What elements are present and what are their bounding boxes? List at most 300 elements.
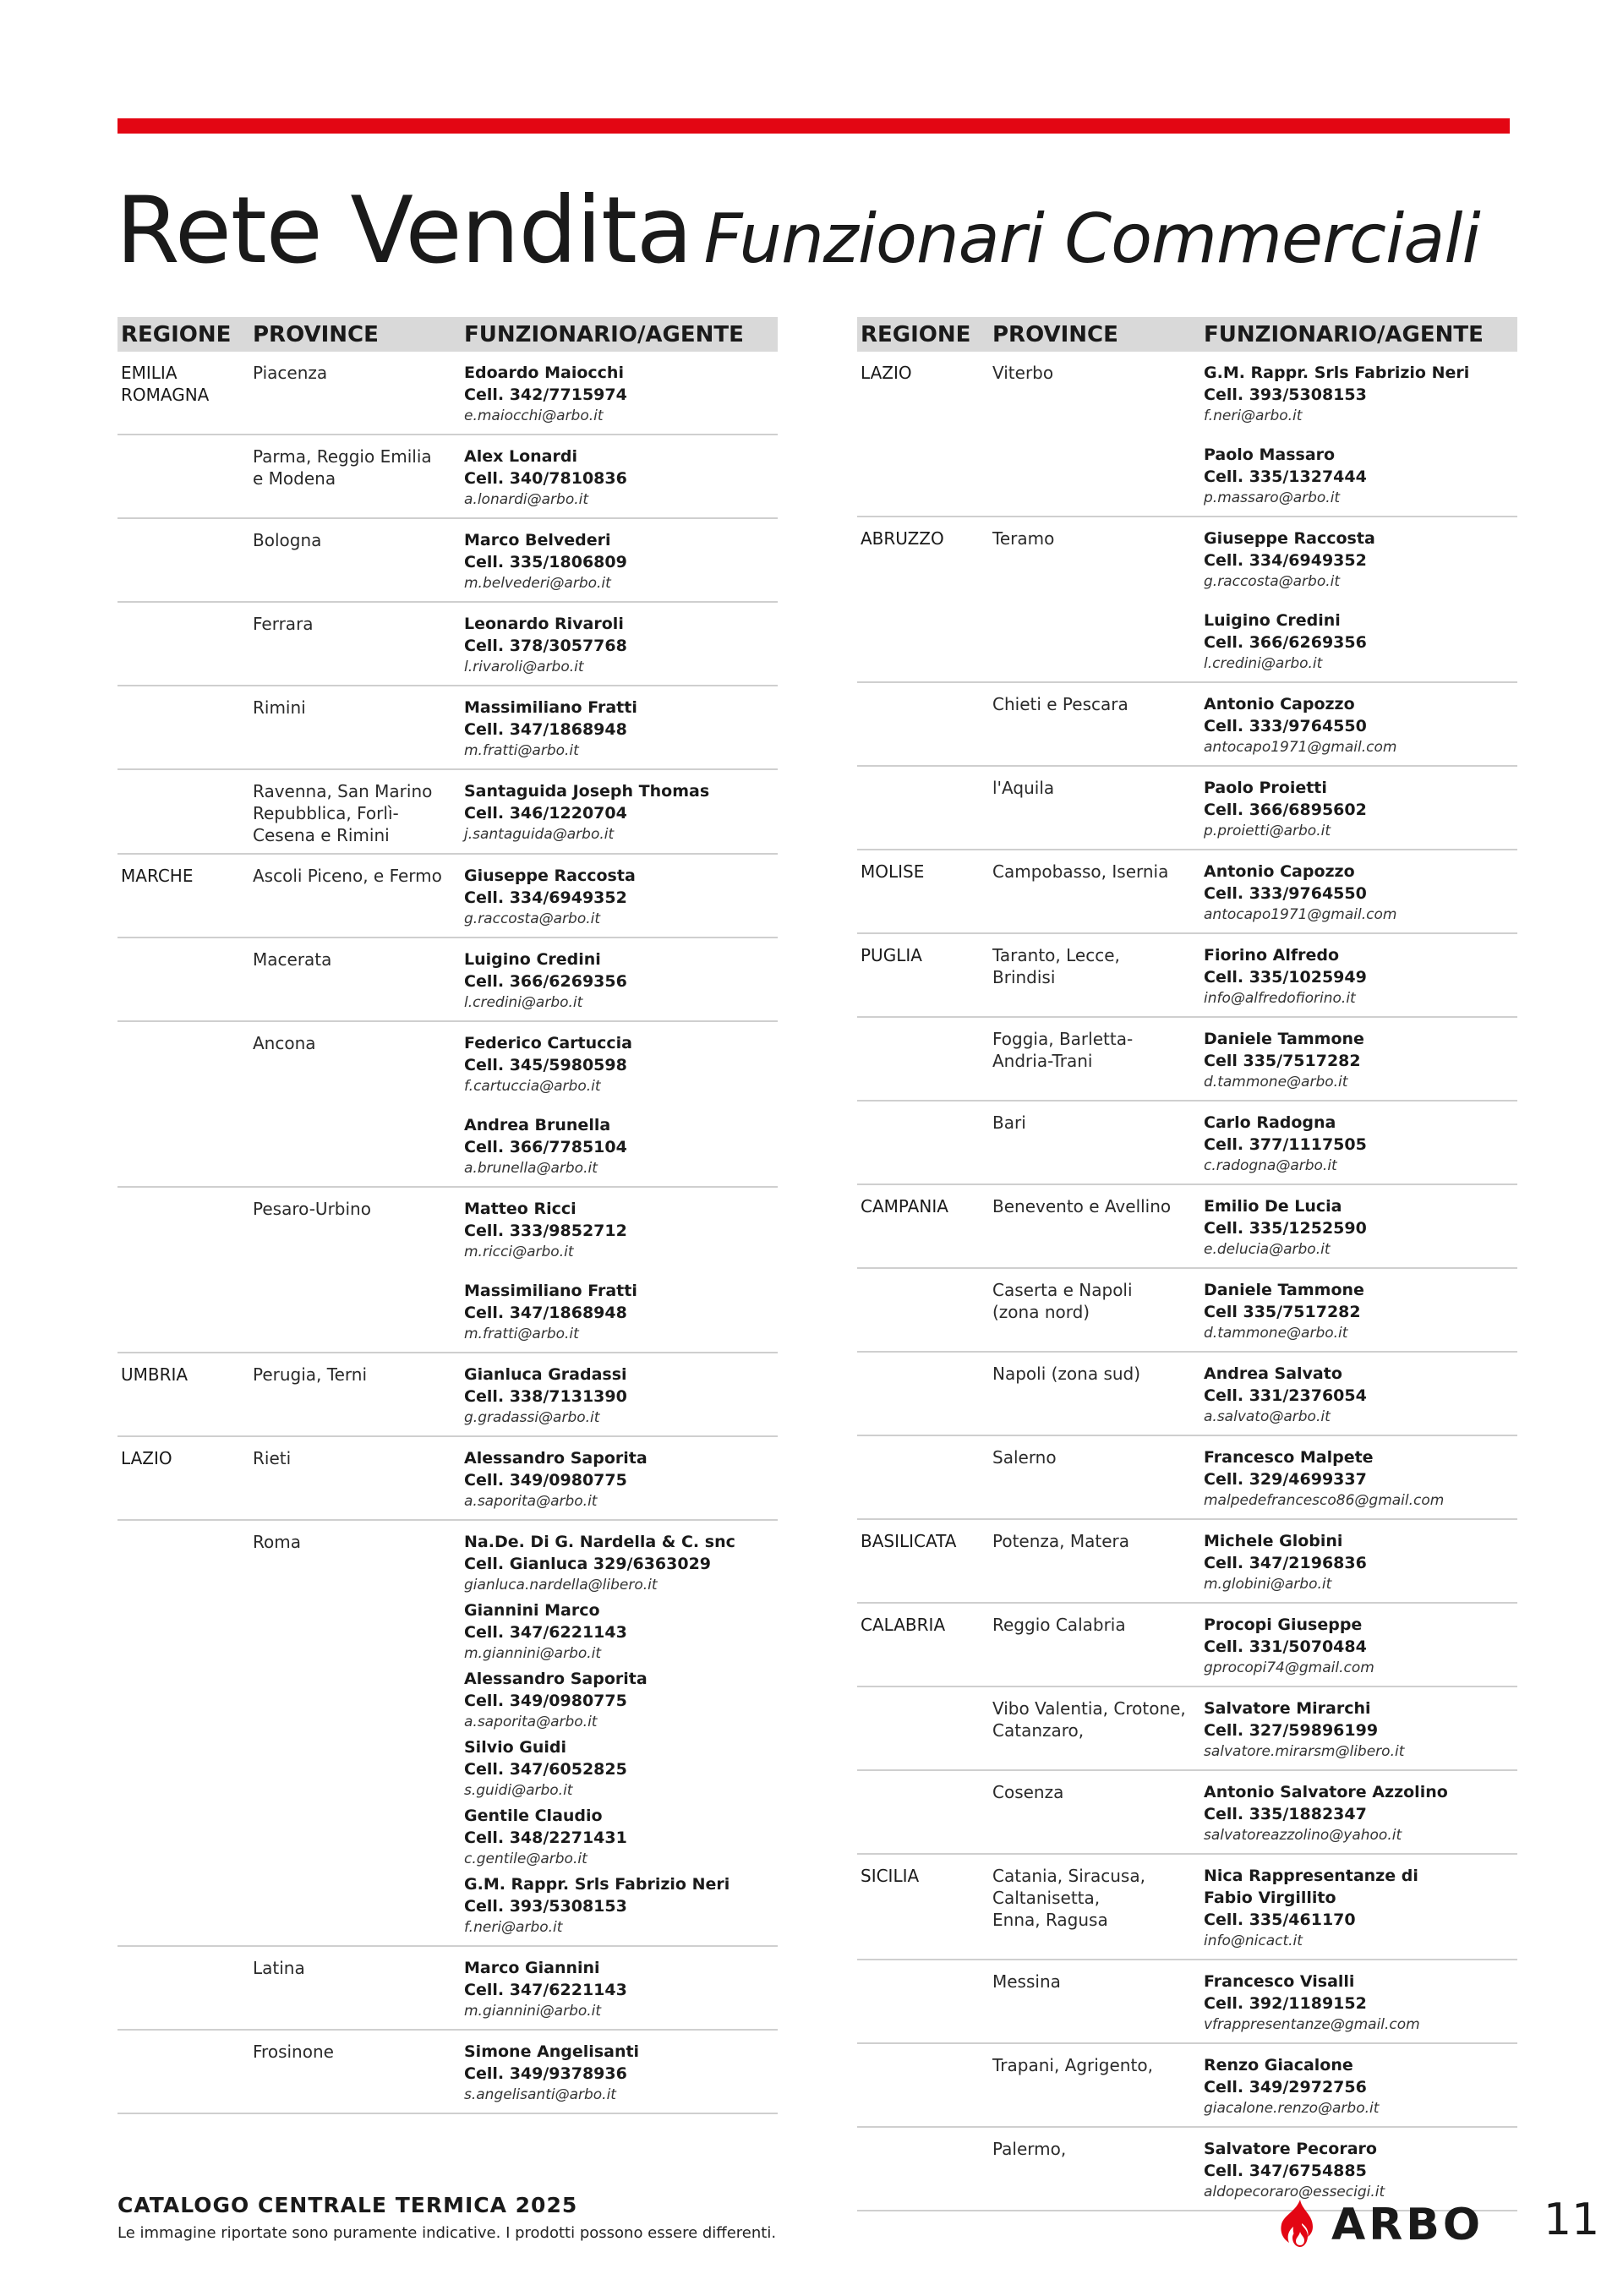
agent-entry <box>464 446 778 511</box>
agent-list <box>464 948 778 1014</box>
agent-phone: Cell. 333/9852712 <box>464 1222 627 1240</box>
agent-list <box>464 1447 778 1512</box>
table-row <box>117 352 778 434</box>
agent-email[interactable]: m.giannini@arbo.it <box>464 1645 602 1662</box>
agent-phone: Cell. 333/9764550 <box>1204 884 1367 903</box>
agent-email[interactable]: p.massaro@arbo.it <box>1204 489 1341 506</box>
agent-phone: Cell. 392/1189152 <box>1204 1994 1367 2013</box>
agent-list <box>1204 861 1517 926</box>
region-name: MARCHE <box>121 866 194 886</box>
agent-email[interactable]: info@alfredofiorino.it <box>1204 990 1356 1007</box>
agent-email[interactable]: m.globini@arbo.it <box>1204 1576 1332 1593</box>
agent-name: Procopi Giuseppe <box>1204 1615 1363 1634</box>
agent-entry <box>464 865 778 930</box>
agent-name: Alessandro Saporita <box>464 1670 648 1688</box>
agent-list <box>464 529 778 594</box>
province-name: Benevento e Avellino <box>992 1196 1172 1216</box>
agent-phone: Cell. 348/2271431 <box>464 1829 627 1847</box>
agent-entry <box>464 1668 778 1733</box>
agent-email[interactable]: salvatore.mirarsm@libero.it <box>1204 1743 1405 1760</box>
agent-entry <box>464 1447 778 1512</box>
region-name: CAMPANIA <box>861 1196 948 1216</box>
agent-name: Antonio Capozzo <box>1204 695 1355 713</box>
agent-email[interactable]: f.neri@arbo.it <box>1204 407 1303 424</box>
agent-name: Giannini Marco <box>464 1601 600 1620</box>
agent-name: Alex Lonardi <box>464 447 577 466</box>
agent-phone: Cell. 342/7715974 <box>464 385 627 404</box>
region-name: PUGLIA <box>861 945 922 965</box>
province-name: Messina <box>992 1971 1061 1992</box>
agent-phone: Cell. 347/6221143 <box>464 1981 627 1999</box>
agent-phone: Cell. 377/1117505 <box>1204 1135 1367 1154</box>
province-name: Vibo Valentia, Crotone, Catanzaro, <box>992 1698 1186 1741</box>
province-name: Teramo <box>992 528 1055 549</box>
agent-entry <box>464 780 778 845</box>
table-row <box>857 850 1517 932</box>
page-number: 11 <box>1544 2195 1600 2245</box>
agent-email[interactable]: a.saporita@arbo.it <box>464 1493 598 1510</box>
province-name: Bologna <box>253 530 322 550</box>
table-row <box>857 1016 1517 1100</box>
table-row <box>117 937 778 1020</box>
agent-name: Emilio De Lucia <box>1204 1197 1342 1216</box>
agent-entry <box>1204 1028 1517 1093</box>
catalog-title: CATALOGO CENTRALE TERMICA 2025 <box>117 2193 578 2217</box>
region-group <box>857 352 1517 517</box>
agent-email[interactable]: a.brunella@arbo.it <box>464 1160 598 1177</box>
agent-phone: Cell. 366/7785104 <box>464 1138 627 1156</box>
agent-list <box>1204 362 1517 509</box>
title-main: Rete Vendita <box>116 177 692 284</box>
agent-list <box>1204 1279 1517 1344</box>
agent-phone: Cell. Gianluca 329/6363029 <box>464 1555 712 1573</box>
agent-list <box>464 780 778 846</box>
agent-phone: Cell. 347/6221143 <box>464 1623 627 1642</box>
agent-phone: Cell. 347/6052825 <box>464 1760 627 1779</box>
agent-email[interactable]: a.saporita@arbo.it <box>464 1714 598 1730</box>
agent-name: Na.De. Di G. Nardella & C. snc <box>464 1533 735 1551</box>
agent-phone: Cell. 349/2972756 <box>1204 2078 1367 2096</box>
agent-name: G.M. Rappr. Srls Fabrizio Neri <box>1204 364 1470 382</box>
province-name: Foggia, Barletta- Andria-Trani <box>992 1029 1134 1071</box>
agent-phone: Cell. 333/9764550 <box>1204 717 1367 735</box>
agent-name: Carlo Radogna <box>1204 1113 1336 1132</box>
agent-email[interactable]: aldopecoraro@essecigi.it <box>1204 2184 1385 2200</box>
agent-phone: Cell. 393/5308153 <box>1204 385 1367 404</box>
agent-list <box>1204 1446 1517 1512</box>
province-name: Perugia, Terni <box>253 1364 367 1385</box>
title-sub: Funzionari Commerciali <box>703 200 1480 278</box>
agent-list <box>1204 2138 1517 2203</box>
agent-entry <box>464 1599 778 1665</box>
agent-list <box>1204 777 1517 842</box>
province-name: Chieti e Pescara <box>992 694 1128 714</box>
table-row <box>117 434 778 517</box>
agent-phone: Cell. 346/1220704 <box>464 804 627 823</box>
province-name: Reggio Calabria <box>992 1615 1126 1635</box>
table-row <box>117 855 778 937</box>
header-agente: FUNZIONARIO/AGENTE <box>464 322 744 347</box>
agent-name: Antonio Salvatore Azzolino <box>1204 1783 1448 1801</box>
agent-list <box>1204 1697 1517 1763</box>
table-body <box>857 352 1517 2211</box>
agent-name: Luigino Credini <box>464 950 601 969</box>
agent-entry <box>1204 362 1517 427</box>
agent-entry <box>1204 944 1517 1009</box>
table-row <box>857 1855 1517 1959</box>
agent-entry <box>464 1873 778 1938</box>
agent-entry <box>1204 1446 1517 1512</box>
agent-entry <box>1204 777 1517 842</box>
province-name: Ferrara <box>253 614 314 634</box>
table-row <box>117 1945 778 2029</box>
agent-list <box>1204 2054 1517 2119</box>
table-row <box>117 1353 778 1435</box>
agent-list <box>464 1032 778 1179</box>
agent-phone: Cell 335/7517282 <box>1204 1303 1361 1321</box>
table-row <box>857 1185 1517 1267</box>
agent-phone: Cell 335/7517282 <box>1204 1052 1361 1070</box>
agent-email[interactable]: g.raccosta@arbo.it <box>1204 573 1341 590</box>
agent-phone: Cell. 347/6754885 <box>1204 2162 1367 2180</box>
region-name: EMILIA ROMAGNA <box>121 363 210 405</box>
province-name: Campobasso, Isernia <box>992 861 1169 882</box>
agent-entry <box>1204 1865 1517 1952</box>
agent-phone: Cell. 335/1252590 <box>1204 1219 1367 1238</box>
agent-entry <box>1204 1781 1517 1846</box>
agent-name: Daniele Tammone <box>1204 1281 1364 1299</box>
province-name: Napoli (zona sud) <box>992 1364 1141 1384</box>
agent-phone: Cell. 340/7810836 <box>464 469 627 488</box>
agent-name: Gentile Claudio <box>464 1807 603 1825</box>
agent-email[interactable]: f.cartuccia@arbo.it <box>464 1078 601 1095</box>
agent-phone: Cell. 329/4699337 <box>1204 1470 1367 1489</box>
agent-email[interactable]: f.neri@arbo.it <box>464 1919 563 1936</box>
table-row <box>117 685 778 768</box>
agent-entry <box>464 1198 778 1263</box>
agent-email[interactable]: c.radogna@arbo.it <box>1204 1157 1337 1174</box>
agent-name: Daniele Tammone <box>1204 1030 1364 1048</box>
agent-email[interactable]: m.ricci@arbo.it <box>464 1244 574 1260</box>
agent-name: Salvatore Pecoraro <box>1204 2140 1377 2158</box>
agent-phone: Cell. 347/1868948 <box>464 1304 627 1322</box>
agent-list <box>464 697 778 762</box>
province-name: Rieti <box>253 1448 292 1468</box>
agent-name: Giuseppe Raccosta <box>1204 529 1375 548</box>
region-group <box>857 517 1517 850</box>
agent-list <box>1204 528 1517 675</box>
region-name: MOLISE <box>861 861 925 882</box>
agent-list <box>1204 1028 1517 1093</box>
province-name: Ravenna, San Marino Repubblica, Forlì- Cesena e Rimini <box>253 781 433 845</box>
agent-name: Leonardo Rivaroli <box>464 615 624 633</box>
brand-name: ARBO <box>1331 2200 1484 2250</box>
agent-email[interactable]: antocapo1971@gmail.com <box>1204 739 1397 756</box>
agent-entry <box>1204 2054 1517 2119</box>
agent-entry <box>464 1032 778 1097</box>
table-row <box>857 1267 1517 1351</box>
region-group <box>857 850 1517 934</box>
agent-phone: Cell. 345/5980598 <box>464 1056 627 1074</box>
agent-phone: Cell. 334/6949352 <box>464 888 627 907</box>
agent-list <box>464 613 778 678</box>
agent-entry <box>1204 1971 1517 2036</box>
agent-email[interactable]: vfrappresentanze@gmail.com <box>1204 2016 1420 2033</box>
agent-entry <box>464 1280 778 1345</box>
agent-phone: Cell. 366/6269356 <box>1204 633 1367 652</box>
region-name: SICILIA <box>861 1866 920 1886</box>
agent-phone: Cell. 347/1868948 <box>464 720 627 739</box>
province-name: Ascoli Piceno, e Fermo <box>253 866 442 886</box>
agent-email[interactable]: l.rivaroli@arbo.it <box>464 659 584 675</box>
table-row <box>857 517 1517 681</box>
agent-phone: Cell. 335/1025949 <box>1204 968 1367 987</box>
header-regione: REGIONE <box>121 322 232 347</box>
agent-name: Francesco Malpete <box>1204 1448 1374 1467</box>
agent-name: Andrea Salvato <box>1204 1364 1342 1383</box>
province-name: Roma <box>253 1532 301 1552</box>
agent-entry <box>1204 1530 1517 1595</box>
region-name: LAZIO <box>121 1448 172 1468</box>
table-header <box>857 317 1517 352</box>
disclaimer-note: Le immagine riportate sono puramente indicative. I prodotti possono essere differenti. <box>117 2224 777 2242</box>
agent-phone: Cell. 335/461170 <box>1204 1911 1356 1929</box>
region-group <box>117 1437 778 2114</box>
agent-name: Marco Belvederi <box>464 531 611 549</box>
table-row <box>117 768 778 853</box>
agent-entry <box>1204 1112 1517 1177</box>
table-row <box>857 681 1517 765</box>
province-name: Pesaro-Urbino <box>253 1199 371 1219</box>
agent-phone: Cell. 331/2376054 <box>1204 1386 1367 1405</box>
agent-entry <box>464 613 778 678</box>
region-name: BASILICATA <box>861 1531 957 1551</box>
agent-entry <box>464 697 778 762</box>
agent-phone: Cell. 331/5070484 <box>1204 1637 1367 1656</box>
table-row <box>857 1959 1517 2042</box>
agent-email[interactable]: giacalone.renzo@arbo.it <box>1204 2100 1380 2117</box>
agent-email[interactable]: info@nicact.it <box>1204 1932 1303 1949</box>
region-name: CALABRIA <box>861 1615 946 1635</box>
agent-email[interactable]: m.belvederi@arbo.it <box>464 575 611 592</box>
agent-list <box>1204 1865 1517 1952</box>
agent-name: G.M. Rappr. Srls Fabrizio Neri <box>464 1875 730 1894</box>
agent-name: Michele Globini <box>1204 1532 1343 1550</box>
table-row <box>857 1435 1517 1518</box>
province-name: Piacenza <box>253 363 328 383</box>
agent-phone: Cell. 338/7131390 <box>464 1387 627 1406</box>
agent-list <box>1204 1530 1517 1595</box>
table-row <box>117 517 778 601</box>
agent-email[interactable]: d.tammone@arbo.it <box>1204 1325 1348 1342</box>
agent-phone: Cell. 335/1327444 <box>1204 467 1367 486</box>
agent-entry <box>464 948 778 1014</box>
table-row <box>117 1519 778 1945</box>
agent-email[interactable]: g.gradassi@arbo.it <box>464 1409 600 1426</box>
agent-email[interactable]: antocapo1971@gmail.com <box>1204 906 1397 923</box>
agent-name: Alessandro Saporita <box>464 1449 648 1468</box>
agent-phone: Cell. 366/6895602 <box>1204 801 1367 819</box>
page-title <box>116 177 1480 284</box>
agent-phone: Cell. 378/3057768 <box>464 637 627 655</box>
agent-email[interactable]: s.angelisanti@arbo.it <box>464 2086 616 2103</box>
agent-email[interactable]: p.proietti@arbo.it <box>1204 823 1331 839</box>
agent-entry <box>1204 528 1517 593</box>
agent-email[interactable]: m.giannini@arbo.it <box>464 2003 602 2020</box>
region-name: LAZIO <box>861 363 912 383</box>
province-name: Viterbo <box>992 363 1054 383</box>
agent-name: Nica Rappresentanze di Fabio Virgillito <box>1204 1867 1418 1907</box>
province-name: l'Aquila <box>992 778 1055 798</box>
header-regione: REGIONE <box>861 322 971 347</box>
agent-entry <box>464 2041 778 2106</box>
agent-entry <box>1204 1614 1517 1679</box>
table-row <box>117 1020 778 1186</box>
agent-email[interactable]: j.santaguida@arbo.it <box>464 826 615 843</box>
region-group <box>857 934 1517 1185</box>
agent-email[interactable]: m.fratti@arbo.it <box>464 1326 579 1342</box>
table-row <box>857 1769 1517 1853</box>
table-row <box>857 934 1517 1016</box>
agent-list <box>464 2041 778 2106</box>
province-name: Latina <box>253 1958 305 1978</box>
province-name: Salerno <box>992 1447 1057 1468</box>
province-name: Parma, Reggio Emilia e Modena <box>253 446 432 489</box>
agent-entry <box>464 362 778 427</box>
arbo-logo <box>1276 2198 1495 2252</box>
agent-name: Antonio Capozzo <box>1204 862 1355 881</box>
agent-entry <box>464 1957 778 2022</box>
table-header <box>117 317 778 352</box>
region-name: ABRUZZO <box>861 528 944 549</box>
table-row <box>857 765 1517 849</box>
agent-name: Massimiliano Fratti <box>464 1282 637 1300</box>
agent-list <box>464 865 778 930</box>
agent-phone: Cell. 335/1882347 <box>1204 1805 1367 1823</box>
agent-name: Paolo Proietti <box>1204 779 1327 797</box>
agent-list <box>1204 1363 1517 1428</box>
agent-name: Paolo Massaro <box>1204 446 1336 464</box>
agent-entry <box>1204 444 1517 509</box>
sales-table-right <box>857 317 1517 2211</box>
agent-name: Gianluca Gradassi <box>464 1365 627 1384</box>
province-name: Potenza, Matera <box>992 1531 1130 1551</box>
table-row <box>857 1351 1517 1435</box>
agent-entry <box>1204 610 1517 675</box>
agent-name: Francesco Visalli <box>1204 1972 1355 1991</box>
province-name: Cosenza <box>992 1782 1064 1802</box>
table-row <box>857 1686 1517 1769</box>
agent-phone: Cell. 366/6269356 <box>464 972 627 991</box>
region-group <box>857 1520 1517 1604</box>
agent-name: Luigino Credini <box>1204 611 1341 630</box>
table-row <box>857 1520 1517 1602</box>
table-row <box>117 2029 778 2113</box>
agent-phone: Cell. 334/6949352 <box>1204 551 1367 570</box>
agent-name: Renzo Giacalone <box>1204 2056 1353 2075</box>
flame-logo-icon <box>1276 2198 1325 2252</box>
agent-entry <box>1204 2138 1517 2203</box>
agent-email[interactable]: a.salvato@arbo.it <box>1204 1408 1331 1425</box>
region-name: UMBRIA <box>121 1364 189 1385</box>
agent-name: Silvio Guidi <box>464 1738 567 1757</box>
agent-name: Edoardo Maiocchi <box>464 364 624 382</box>
agent-list <box>1204 1112 1517 1177</box>
agent-email[interactable]: l.credini@arbo.it <box>1204 655 1323 672</box>
agent-name: Matteo Ricci <box>464 1200 577 1218</box>
header-agente: FUNZIONARIO/AGENTE <box>1204 322 1484 347</box>
agent-list <box>1204 1195 1517 1260</box>
agent-entry <box>1204 1195 1517 1260</box>
agent-list <box>1204 944 1517 1009</box>
region-group <box>857 1185 1517 1520</box>
agent-entry <box>1204 693 1517 758</box>
agent-entry <box>464 1364 778 1429</box>
province-name: Rimini <box>253 697 306 718</box>
agent-entry <box>1204 1697 1517 1763</box>
agent-email[interactable]: d.tammone@arbo.it <box>1204 1074 1348 1091</box>
agent-list <box>464 1198 778 1345</box>
agent-email[interactable]: s.guidi@arbo.it <box>464 1782 573 1799</box>
province-name: Frosinone <box>253 2042 334 2062</box>
agent-entry <box>464 1114 778 1179</box>
agent-name: Andrea Brunella <box>464 1116 611 1134</box>
agent-entry <box>1204 1363 1517 1428</box>
agent-phone: Cell. 327/59896199 <box>1204 1721 1379 1740</box>
agent-phone: Cell. 349/9378936 <box>464 2064 627 2083</box>
agent-entry <box>464 1805 778 1870</box>
agent-email[interactable]: gianluca.nardella@libero.it <box>464 1577 658 1594</box>
agent-name: Massimiliano Fratti <box>464 698 637 717</box>
agent-phone: Cell. 349/0980775 <box>464 1471 627 1490</box>
agent-entry <box>464 1736 778 1801</box>
agent-name: Giuseppe Raccosta <box>464 866 636 885</box>
top-accent-bar <box>117 118 1510 134</box>
table-row <box>857 1100 1517 1184</box>
agent-list <box>464 446 778 511</box>
agent-phone: Cell. 349/0980775 <box>464 1692 627 1710</box>
agent-email[interactable]: gprocopi74@gmail.com <box>1204 1659 1374 1676</box>
agent-email[interactable]: e.delucia@arbo.it <box>1204 1241 1331 1258</box>
agent-list <box>1204 693 1517 758</box>
province-name: Ancona <box>253 1033 316 1053</box>
agent-email[interactable]: salvatoreazzolino@yahoo.it <box>1204 1827 1402 1844</box>
agent-email[interactable]: a.lonardi@arbo.it <box>464 491 589 508</box>
region-group <box>117 352 778 855</box>
agent-email[interactable]: c.gentile@arbo.it <box>464 1850 587 1867</box>
table-row <box>117 1186 778 1352</box>
table-row <box>857 1604 1517 1686</box>
table-row <box>857 352 1517 516</box>
agent-email[interactable]: l.credini@arbo.it <box>464 994 583 1011</box>
region-group <box>857 1604 1517 1855</box>
agent-entry <box>1204 1279 1517 1344</box>
table-row <box>857 2042 1517 2126</box>
table-row <box>117 601 778 685</box>
agent-email[interactable]: e.maiocchi@arbo.it <box>464 407 604 424</box>
agent-email[interactable]: g.raccosta@arbo.it <box>464 910 601 927</box>
agent-name: Simone Angelisanti <box>464 2042 640 2061</box>
agent-list <box>1204 1614 1517 1679</box>
agent-email[interactable]: malpedefrancesco86@gmail.com <box>1204 1492 1445 1509</box>
agent-email[interactable]: m.fratti@arbo.it <box>464 742 579 759</box>
region-group <box>117 1353 778 1437</box>
agent-list <box>464 1957 778 2022</box>
table-row <box>117 1437 778 1519</box>
province-name: Catania, Siracusa, Caltanisetta, Enna, Ragusa <box>992 1866 1145 1930</box>
agent-list <box>1204 1971 1517 2036</box>
header-province: PROVINCE <box>992 322 1118 347</box>
